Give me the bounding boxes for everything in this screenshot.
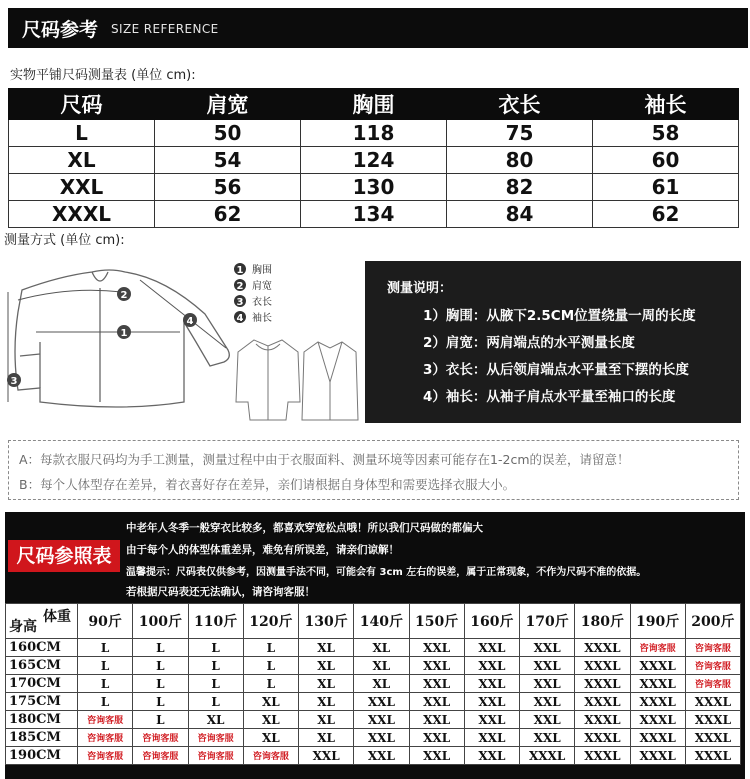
recommended-size-cell: XXL [464, 747, 519, 765]
legend-num-1: 1 [236, 265, 244, 276]
recommended-size-cell: XL [188, 711, 243, 729]
recommended-size-cell: XL [243, 693, 298, 711]
legend-num-4: 4 [236, 313, 244, 324]
size-col-header: 胸围 [301, 89, 447, 120]
recommended-size-cell: XXXL [575, 675, 630, 693]
consult-service-cell: 咨询客服 [133, 729, 188, 747]
weight-header-cell: 140斤 [354, 604, 409, 639]
consult-service-cell: 咨询客服 [78, 729, 133, 747]
consult-service-cell: 咨询客服 [243, 747, 298, 765]
recommended-size-cell: L [243, 639, 298, 657]
recommended-size-cell: L [133, 657, 188, 675]
recommended-size-cell: XL [299, 657, 354, 675]
size-cell: 84 [447, 201, 593, 228]
measure-line-shoulder: 2）肩宽：两肩端点的水平测量长度 [423, 335, 635, 351]
measure-method-caption: 测量方式 (单位 cm): [4, 233, 125, 248]
recommended-size-cell: XXXL [575, 747, 630, 765]
recommended-size-cell: XXL [464, 729, 519, 747]
recommended-size-cell: XXL [354, 747, 409, 765]
recommended-size-cell: L [188, 675, 243, 693]
legend-label-4: 袖长 [252, 313, 272, 324]
height-weight-header [6, 604, 741, 639]
size-cell: 56 [155, 174, 301, 201]
height-cell: 190CM [6, 747, 78, 765]
corner-cell [6, 604, 78, 639]
recommended-size-cell: XL [243, 729, 298, 747]
recommended-size-cell: XXL [464, 657, 519, 675]
recommended-size-cell: L [133, 693, 188, 711]
measure-instructions-title: 测量说明： [387, 281, 453, 296]
size-cell: 124 [301, 147, 447, 174]
consult-service-cell: 咨询客服 [630, 639, 685, 657]
recommended-size-cell: XXL [409, 747, 464, 765]
recommended-size-cell: XL [299, 693, 354, 711]
size-cell: L [9, 120, 155, 147]
recommended-size-cell: L [78, 657, 133, 675]
recommended-size-cell: XXL [520, 693, 575, 711]
recommended-size-cell: XL [354, 657, 409, 675]
recommended-size-cell: XXXL [575, 693, 630, 711]
weight-header-cell: 90斤 [78, 604, 133, 639]
consult-service-cell: 咨询客服 [78, 711, 133, 729]
legend-label-2: 肩宽 [252, 281, 272, 292]
note-a: A：每款衣服尺码均为手工测量，测量过程中由于衣服面料、测量环境等因素可能存在1-2cm的误差，请留意！ [19, 452, 630, 467]
recommended-size-cell: L [78, 639, 133, 657]
height-cell: 170CM [6, 675, 78, 693]
weight-header-cell: 110斤 [188, 604, 243, 639]
height-cell: 160CM [6, 639, 78, 657]
size-col-header: 袖长 [593, 89, 739, 120]
consult-service-cell: 咨询客服 [78, 747, 133, 765]
size-col-header: 衣长 [447, 89, 593, 120]
height-cell: 175CM [6, 693, 78, 711]
size-row [9, 201, 739, 228]
reference-line-3: 温馨提示：尺码表仅供参考，因测量手法不同，可能会有 3cm 左右的误差，属于正常现象，不作为尺码不准的依据。 [126, 567, 647, 578]
weight-header-cell: 190斤 [630, 604, 685, 639]
recommended-size-cell: XXXL [630, 747, 685, 765]
note-b: B：每个人体型存在差异，着衣喜好存在差异，亲们请根据自身体型和需要选择衣服大小。 [19, 477, 516, 492]
weight-header-cell: 200斤 [685, 604, 740, 639]
consult-service-cell: 咨询客服 [685, 657, 740, 675]
height-cell: 180CM [6, 711, 78, 729]
size-col-header: 肩宽 [155, 89, 301, 120]
marker-length: 3 [10, 376, 18, 387]
size-cell: 61 [593, 174, 739, 201]
size-table-header [9, 89, 739, 120]
recommended-size-cell: L [133, 639, 188, 657]
consult-service-cell: 咨询客服 [685, 675, 740, 693]
recommended-size-cell: XXL [520, 711, 575, 729]
height-cell: 165CM [6, 657, 78, 675]
recommended-size-cell: XXL [409, 711, 464, 729]
weight-header-cell: 160斤 [464, 604, 519, 639]
recommended-size-cell: XXXL [685, 711, 740, 729]
notes-box [8, 440, 739, 500]
legend-label-1: 胸围 [252, 265, 272, 276]
consult-service-cell: 咨询客服 [685, 639, 740, 657]
recommended-size-cell: XXL [409, 729, 464, 747]
recommended-size-cell: XXL [409, 675, 464, 693]
size-cell: 58 [593, 120, 739, 147]
recommended-size-cell: L [133, 711, 188, 729]
recommended-size-cell: XXXL [575, 711, 630, 729]
reference-line-1: 中老年人冬季一般穿衣比较多，都喜欢穿宽松点哦！所以我们尺码做的都偏大 [126, 522, 483, 534]
recommended-size-cell: L [188, 639, 243, 657]
collar-line [92, 272, 108, 281]
height-row [6, 675, 741, 693]
size-cell: 75 [447, 120, 593, 147]
legend-num-3: 3 [236, 297, 244, 308]
height-cell: 185CM [6, 729, 78, 747]
measure-line-chest: 1）胸围：从腋下2.5CM位置绕量一周的长度 [423, 308, 696, 324]
consult-service-cell: 咨询客服 [188, 747, 243, 765]
size-table [8, 88, 739, 228]
size-row [9, 147, 739, 174]
recommended-size-cell: XXL [409, 639, 464, 657]
size-cell: 80 [447, 147, 593, 174]
header-title: 尺码参考 [22, 19, 99, 41]
recommended-size-cell: XXL [409, 693, 464, 711]
height-row [6, 711, 741, 729]
reference-line-4: 若根据尺码表还无法确认，请咨询客服！ [126, 586, 315, 598]
header-bar [8, 8, 748, 48]
weight-header-cell: 130斤 [299, 604, 354, 639]
size-cell: 62 [593, 201, 739, 228]
measure-line-length: 3）衣长：从后领肩端点水平量至下摆的长度 [423, 362, 689, 378]
recommended-size-cell: XXXL [685, 693, 740, 711]
recommended-size-cell: XXXL [575, 729, 630, 747]
consult-service-cell: 咨询客服 [188, 729, 243, 747]
recommended-size-cell: XXXL [630, 693, 685, 711]
blazer-sketch [302, 342, 358, 420]
marker-chest: 1 [120, 328, 128, 339]
legend-num-2: 2 [236, 281, 244, 292]
consult-service-cell: 咨询客服 [133, 747, 188, 765]
size-cell: XL [9, 147, 155, 174]
height-row [6, 747, 741, 765]
recommended-size-cell: XXL [464, 639, 519, 657]
flat-measure-caption: 实物平铺尺码测量表 (单位 cm): [10, 68, 196, 83]
size-cell: 118 [301, 120, 447, 147]
size-cell: 62 [155, 201, 301, 228]
legend-label-3: 衣长 [252, 297, 272, 308]
height-row [6, 693, 741, 711]
recommended-size-cell: XXL [464, 693, 519, 711]
recommended-size-cell: L [133, 675, 188, 693]
jacket-sketch [236, 340, 300, 420]
height-row [6, 657, 741, 675]
recommended-size-cell: XXXL [575, 657, 630, 675]
recommended-size-cell: XL [299, 729, 354, 747]
size-cell: 82 [447, 174, 593, 201]
shirt-measure-illustration [0, 252, 362, 430]
height-weight-table [5, 603, 741, 765]
weight-header-cell: 120斤 [243, 604, 298, 639]
measure-line-sleeve: 4）袖长：从袖子肩点水平量至袖口的长度 [423, 389, 676, 405]
recommended-size-cell: XXL [520, 657, 575, 675]
recommended-size-cell: XXXL [685, 747, 740, 765]
marker-sleeve: 4 [186, 316, 194, 327]
size-col-header: 尺码 [9, 89, 155, 120]
weight-axis-label: 体重 [43, 609, 71, 625]
height-axis-label: 身高 [9, 619, 37, 635]
recommended-size-cell: L [78, 693, 133, 711]
weight-header-cell: 170斤 [520, 604, 575, 639]
weight-header-cell: 150斤 [409, 604, 464, 639]
recommended-size-cell: XXXL [630, 657, 685, 675]
recommended-size-cell: XXXL [575, 639, 630, 657]
recommended-size-cell: XXL [354, 693, 409, 711]
recommended-size-cell: XXXL [630, 711, 685, 729]
recommended-size-cell: L [243, 675, 298, 693]
reference-line-2: 由于每个人的体型体重差异，难免有所误差，请亲们谅解！ [126, 544, 399, 556]
size-cell: 54 [155, 147, 301, 174]
recommended-size-cell: XL [299, 675, 354, 693]
recommended-size-cell: XXL [464, 675, 519, 693]
measure-instructions-box [365, 261, 741, 423]
size-cell: 130 [301, 174, 447, 201]
marker-shoulder: 2 [120, 290, 128, 301]
recommended-size-cell: XXL [520, 675, 575, 693]
recommended-size-cell: L [78, 675, 133, 693]
size-row [9, 120, 739, 147]
height-row [6, 729, 741, 747]
recommended-size-cell: XXXL [630, 729, 685, 747]
size-cell: XXXL [9, 201, 155, 228]
recommended-size-cell: XXL [354, 711, 409, 729]
size-cell: 50 [155, 120, 301, 147]
recommended-size-cell: XL [354, 639, 409, 657]
recommended-size-cell: XXXL [520, 747, 575, 765]
recommended-size-cell: XXL [354, 729, 409, 747]
recommended-size-cell: XL [299, 639, 354, 657]
recommended-size-cell: XXL [520, 729, 575, 747]
size-cell: 60 [593, 147, 739, 174]
size-cell: XXL [9, 174, 155, 201]
recommended-size-cell: XXL [520, 639, 575, 657]
recommended-size-cell: L [188, 657, 243, 675]
recommended-size-cell: XXL [299, 747, 354, 765]
recommended-size-cell: XL [354, 675, 409, 693]
recommended-size-cell: L [243, 657, 298, 675]
weight-header-cell: 180斤 [575, 604, 630, 639]
recommended-size-cell: XL [299, 711, 354, 729]
recommended-size-cell: XXL [464, 711, 519, 729]
header-subtitle: SIZE REFERENCE [111, 22, 219, 36]
size-cell: 134 [301, 201, 447, 228]
recommended-size-cell: XXXL [685, 729, 740, 747]
recommended-size-cell: XXL [409, 657, 464, 675]
size-reference-label: 尺码参照表 [8, 540, 120, 572]
height-row [6, 639, 741, 657]
recommended-size-cell: XL [243, 711, 298, 729]
size-row [9, 174, 739, 201]
recommended-size-cell: L [188, 693, 243, 711]
weight-header-cell: 100斤 [133, 604, 188, 639]
recommended-size-cell: XXXL [630, 675, 685, 693]
